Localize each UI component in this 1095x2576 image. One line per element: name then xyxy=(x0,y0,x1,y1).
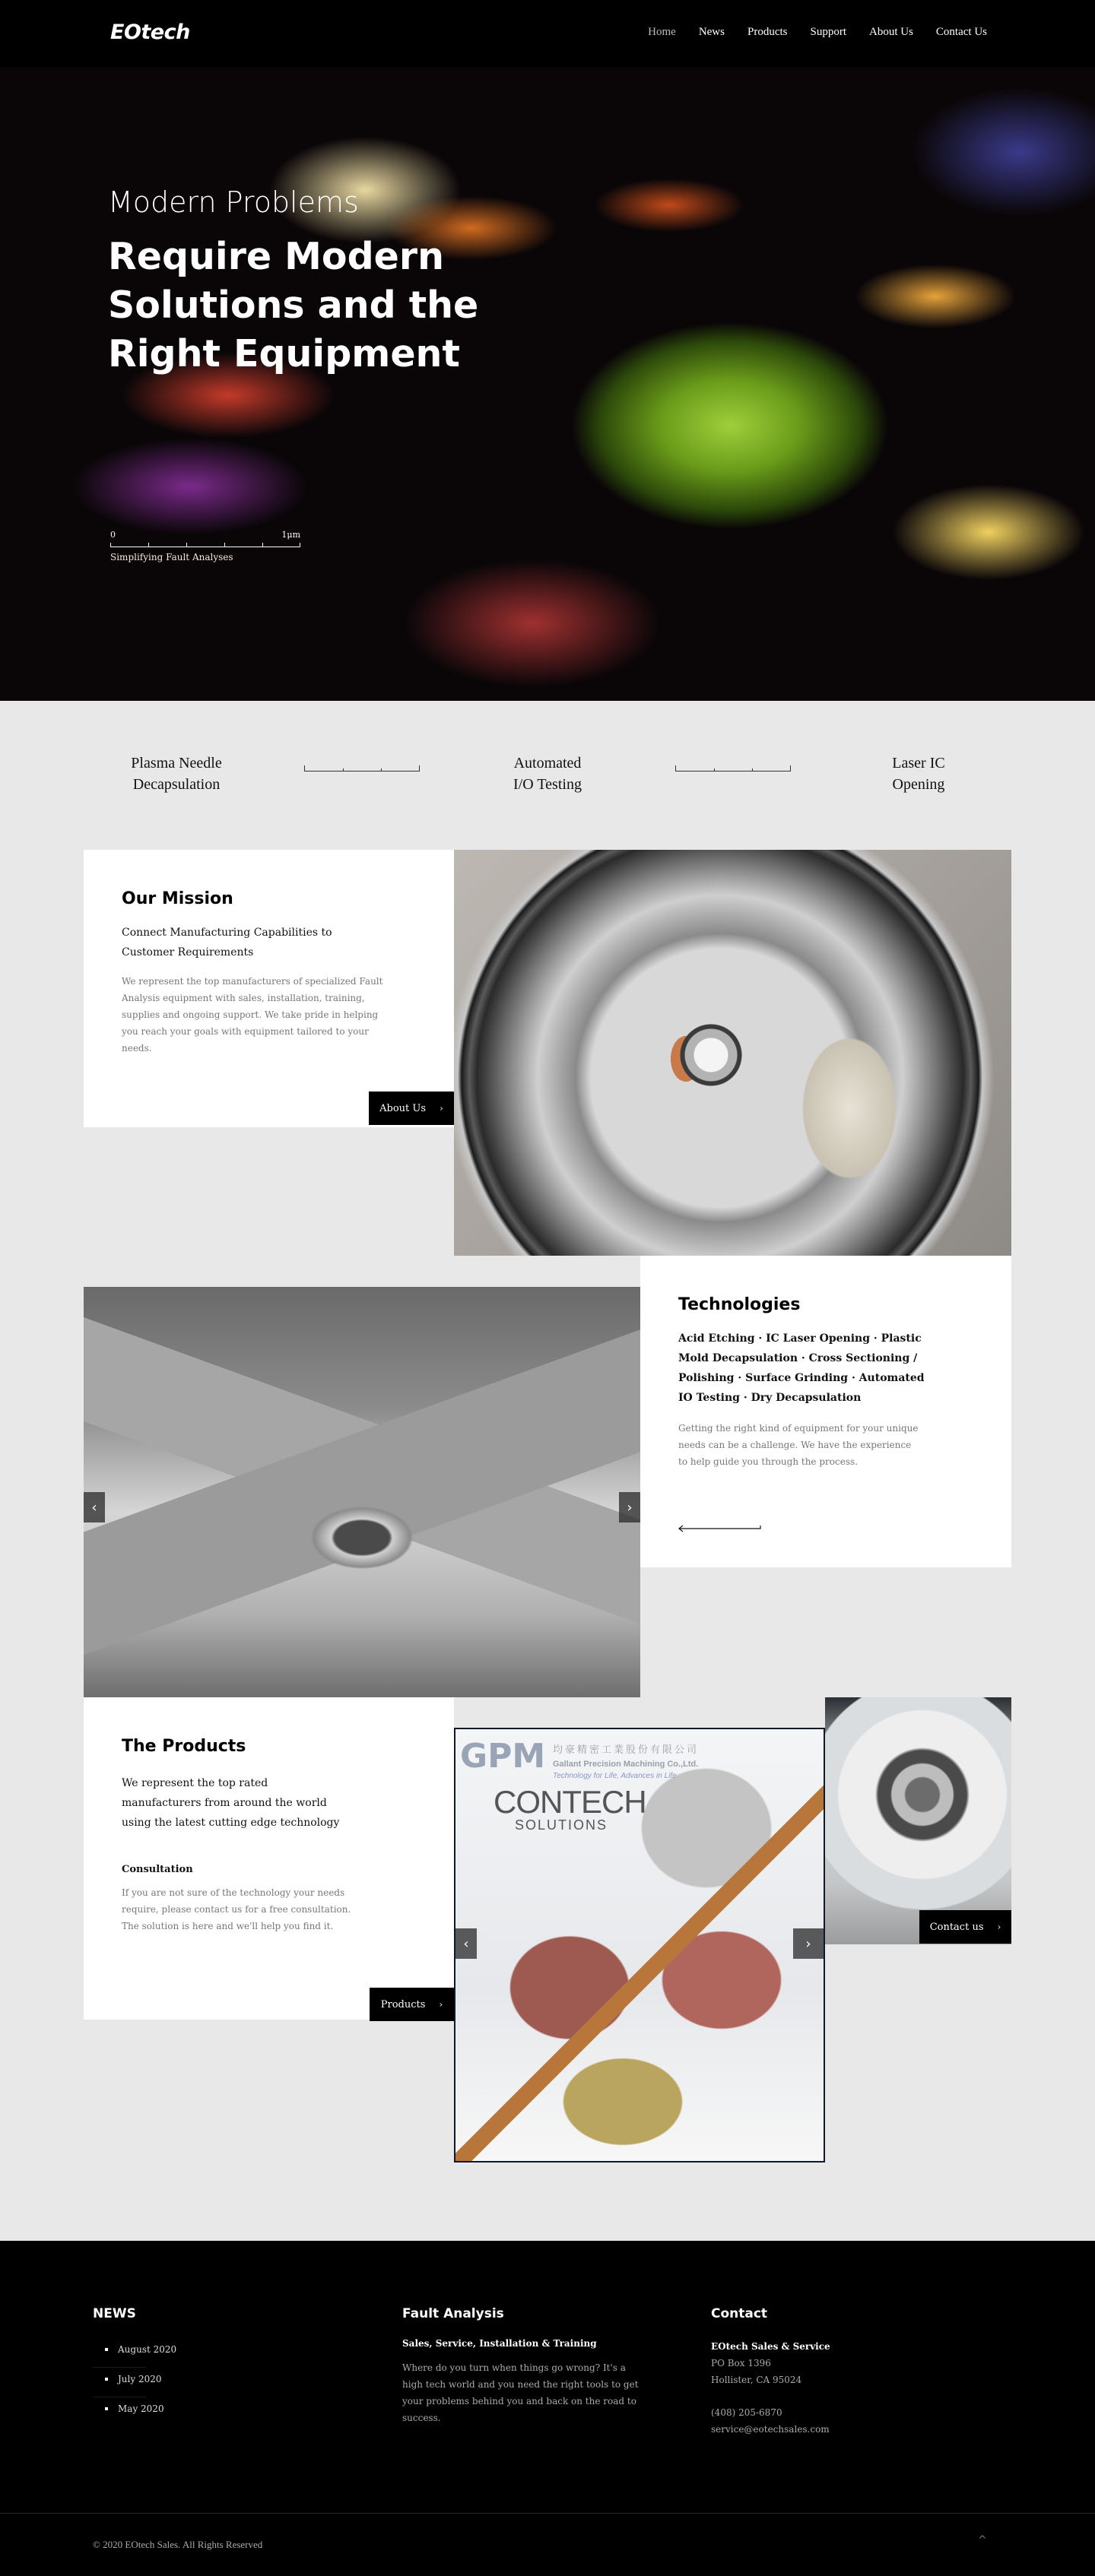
gpm-english-name: Gallant Precision Machining Co.,Ltd. xyxy=(553,1760,699,1769)
nav-links xyxy=(648,26,987,39)
ruler-divider xyxy=(675,765,791,772)
consultation-body: If you are not sure of the technology your needs require, please contact us for a free consultation. The solution is here and we'll help you find it. xyxy=(122,1887,351,1931)
chevron-right-icon: › xyxy=(627,1499,633,1516)
nav-about-us[interactable]: About Us xyxy=(869,26,913,38)
technologies-body: Getting the right kind of equipment for your unique needs can be a challenge. We have the experience to help guide you through the process. xyxy=(678,1423,919,1467)
copyright: © 2020 EOtech Sales. All Rights Reserved xyxy=(93,2539,263,2550)
footer xyxy=(0,2241,1095,2576)
consultation-title: Consultation xyxy=(122,1864,193,1875)
feature-plasma-needle: Plasma Needle Decapsulation xyxy=(131,755,222,793)
chevron-right-icon: › xyxy=(440,1103,443,1114)
chevron-right-icon: › xyxy=(997,1922,1001,1932)
scale-start-label: 0 xyxy=(110,530,116,540)
chevron-left-icon: ‹ xyxy=(91,1499,97,1516)
contact-us-button[interactable]: Contact us › xyxy=(919,1910,1011,1944)
footer-fault-subtitle: Sales, Service, Installation & Training xyxy=(402,2338,597,2349)
nav-support[interactable]: Support xyxy=(810,26,846,38)
hero-caption: Simplifying Fault Analyses xyxy=(110,552,233,562)
socket-fixture-image xyxy=(825,1697,1011,1944)
news-item: August 2020 xyxy=(93,2338,146,2368)
top-navigation xyxy=(0,0,1095,67)
arrow-left-icon[interactable] xyxy=(678,1521,762,1527)
products-lead: We represent the top rated manufacturers from around the world using the latest cutting edge technology xyxy=(122,1777,340,1829)
ruler-divider xyxy=(304,765,420,772)
logo[interactable]: EOtech xyxy=(110,21,190,44)
hero-subtitle: Modern Problems xyxy=(108,185,359,219)
chevron-right-icon: › xyxy=(805,1935,811,1952)
feature-laser-ic: Laser IC Opening xyxy=(892,755,945,793)
chevron-left-icon: ‹ xyxy=(463,1935,469,1952)
footer-fault-body: Where do you turn when things go wrong? It's a high tech world and you need the right tools to get your problems behind you and back on the road to success. xyxy=(402,2362,639,2423)
nav-home[interactable]: Home xyxy=(648,26,676,38)
equipment-slider-image[interactable] xyxy=(84,1287,640,1697)
technologies-list: Acid Etching · IC Laser Opening · Plastic Mold Decapsulation · Cross Sectioning / Polishing · Surface Grinding · Automated IO Testing · Dry Decapsulation xyxy=(678,1332,925,1404)
gpm-logo: GPM xyxy=(460,1737,546,1776)
products-next-button[interactable] xyxy=(793,1928,824,1959)
hero-section xyxy=(0,0,1095,701)
nav-news[interactable]: News xyxy=(698,26,725,38)
footer-fault-analysis xyxy=(402,2306,646,2426)
products-button[interactable]: Products › xyxy=(370,1988,454,2021)
footer-email[interactable]: service@eotechsales.com xyxy=(711,2424,830,2435)
about-us-button[interactable]: About Us › xyxy=(369,1092,454,1125)
feature-automated-io: Automated I/O Testing xyxy=(513,755,582,793)
footer-phone[interactable]: (408) 205-6870 xyxy=(711,2407,782,2418)
footer-contact xyxy=(711,2306,939,2438)
nav-products[interactable]: Products xyxy=(747,26,788,38)
footer-news-title: NEWS xyxy=(93,2306,136,2321)
news-item: May 2020 xyxy=(93,2397,146,2427)
mission-lead: Connect Manufacturing Capabilities to Customer Requirements xyxy=(122,927,332,958)
scale-ruler xyxy=(110,541,300,547)
contech-solutions: SOLUTIONS xyxy=(515,1817,608,1833)
news-list xyxy=(93,2338,177,2427)
technologies-title: Technologies xyxy=(678,1295,801,1314)
footer-address2: Hollister, CA 95024 xyxy=(711,2375,802,2385)
contech-logo: CONTECH xyxy=(494,1784,646,1820)
products-prev-button[interactable] xyxy=(455,1928,477,1959)
features-strip xyxy=(0,701,1095,850)
hero-title: Require Modern Solutions and the Right Equipment xyxy=(108,235,479,375)
footer-address1: PO Box 1396 xyxy=(711,2358,771,2368)
products-title: The Products xyxy=(122,1737,246,1756)
mission-body: We represent the top manufacturers of specialized Fault Analysis equipment with sales, installation, training, supplies and ongoing support. We take pride in helping you reach your goals with equipment tailored to your needs. xyxy=(122,976,383,1054)
mission-title: Our Mission xyxy=(122,889,233,908)
gpm-tagline: Technology for Life, Advances in Life xyxy=(553,1772,677,1780)
technologies-card xyxy=(640,1256,1011,1567)
footer-news xyxy=(93,2306,177,2427)
nav-contact-us[interactable]: Contact Us xyxy=(935,26,987,38)
news-item: July 2020 xyxy=(93,2368,146,2397)
back-to-top-icon[interactable]: ^ xyxy=(978,2534,987,2546)
footer-contact-title: Contact xyxy=(711,2306,768,2321)
mission-card xyxy=(84,850,454,1127)
gpm-chinese-name: 均豪精密工業股份有限公司 xyxy=(553,1744,700,1756)
footer-company: EOtech Sales & Service xyxy=(711,2341,830,2352)
chevron-right-icon: › xyxy=(439,1999,443,2010)
footer-fault-title: Fault Analysis xyxy=(402,2306,504,2321)
slider-prev-button[interactable] xyxy=(84,1492,105,1522)
products-slider-image[interactable] xyxy=(454,1728,825,2163)
slider-next-button[interactable] xyxy=(619,1492,640,1522)
scale-bar xyxy=(110,530,300,562)
vacuum-chamber-image xyxy=(454,850,1011,1256)
scale-end-label: 1μm xyxy=(281,530,300,540)
products-card xyxy=(84,1697,454,2020)
footer-divider xyxy=(0,2513,1095,2514)
